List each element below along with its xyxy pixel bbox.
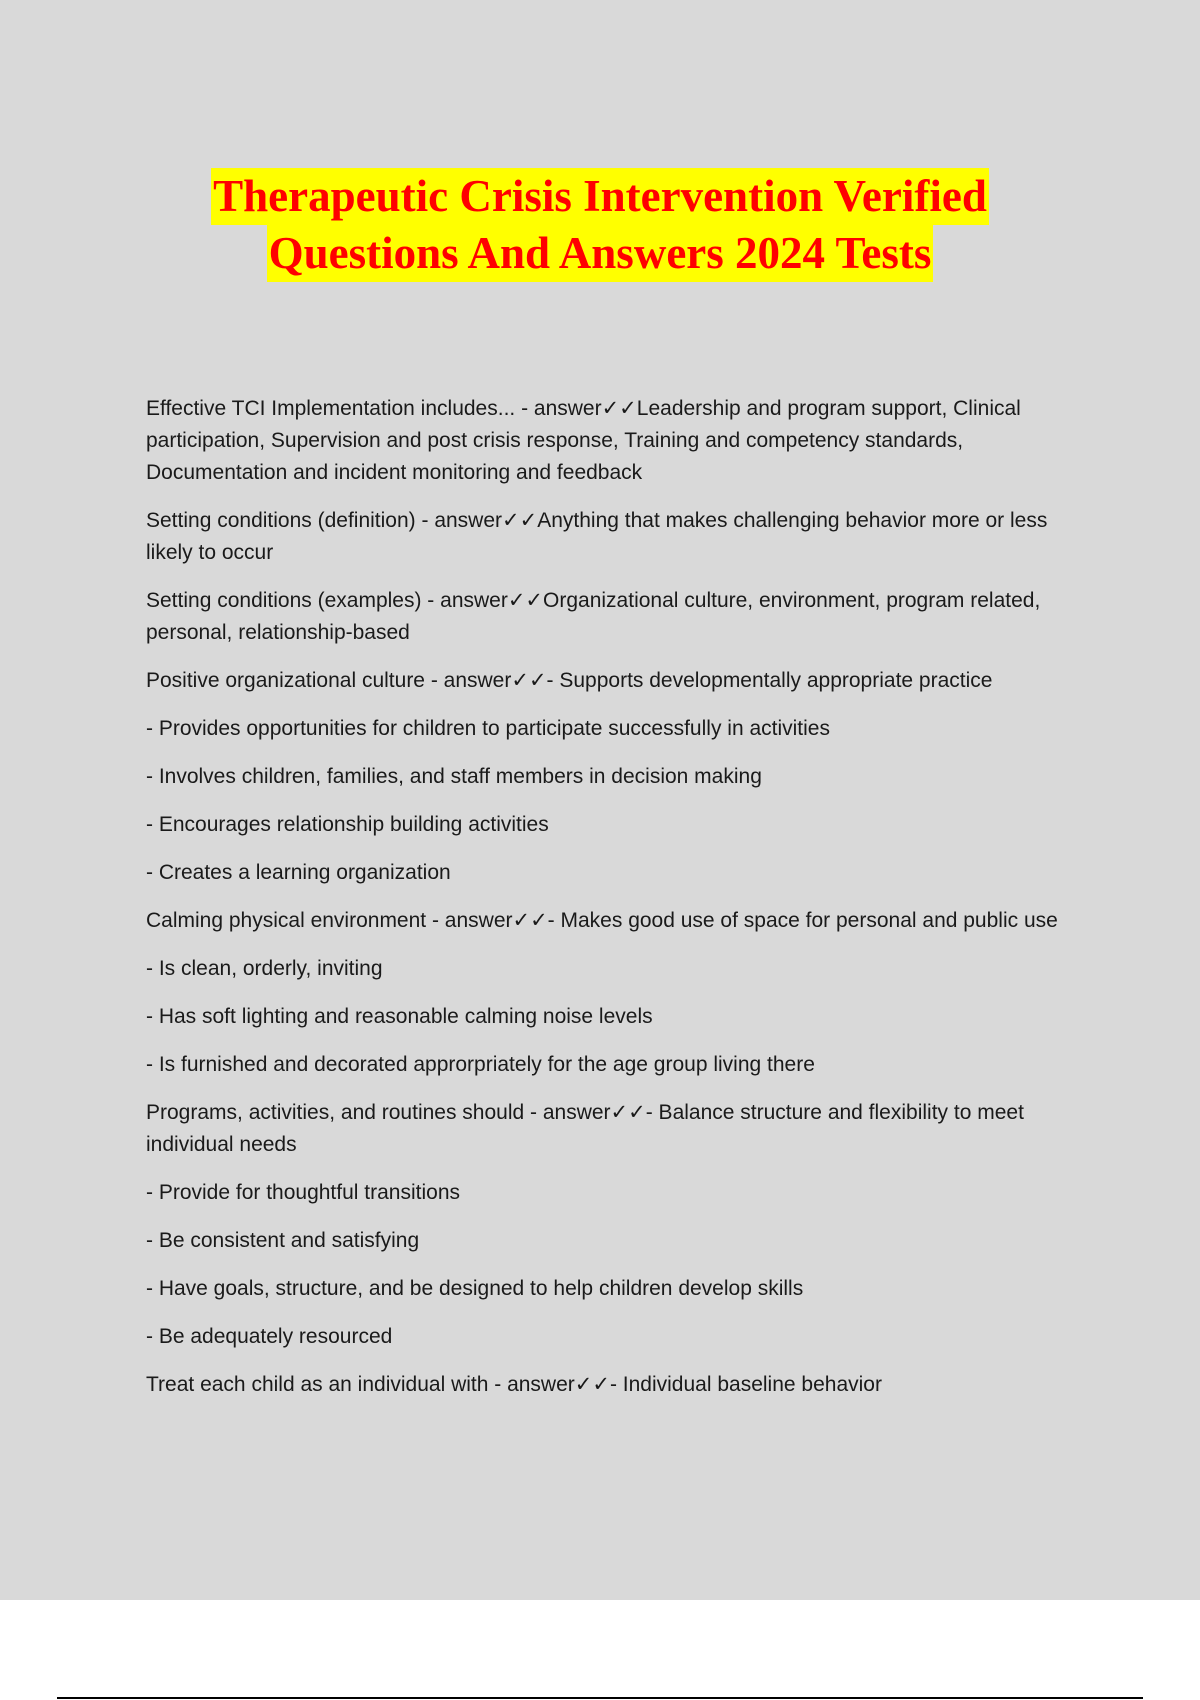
qa-paragraph: Calming physical environment - answer✓✓- Makes good use of space for personal and public use [146, 909, 1058, 932]
answer-bullet: - Have goals, structure, and be designed to help children develop skills [146, 1277, 804, 1300]
qa-paragraph: Setting conditions (definition) - answer✓✓Anything that makes challenging behavior more or less likely to occur [146, 509, 1048, 564]
document-title [0, 168, 1200, 282]
answer-bullet: - Encourages relationship building activities [146, 813, 549, 836]
answer-bullet: - Involves children, families, and staff members in decision making [146, 765, 762, 788]
answer-bullet: - Provide for thoughtful transitions [146, 1181, 460, 1204]
answer-bullet: - Is clean, orderly, inviting [146, 957, 383, 980]
qa-paragraph: Treat each child as an individual with - answer✓✓- Individual baseline behavior [146, 1373, 882, 1396]
document-body [146, 393, 1086, 1417]
qa-paragraph: Positive organizational culture - answer✓✓- Supports developmentally appropriate practice [146, 669, 993, 692]
answer-bullet: - Be adequately resourced [146, 1325, 393, 1348]
qa-paragraph: Programs, activities, and routines should - answer✓✓- Balance structure and flexibility to meet individual needs [146, 1101, 1024, 1156]
title-line-2: Questions And Answers 2024 Tests [267, 225, 934, 282]
answer-bullet: - Has soft lighting and reasonable calming noise levels [146, 1005, 653, 1028]
answer-bullet: - Provides opportunities for children to participate successfully in activities [146, 717, 830, 740]
footer-divider [57, 1697, 1143, 1699]
qa-paragraph: Setting conditions (examples) - answer✓✓Organizational culture, environment, program related, personal, relationship-based [146, 589, 1041, 644]
qa-paragraph: Effective TCI Implementation includes... - answer✓✓Leadership and program support, Clinical participation, Supervision and post crisis response, Training and competency standards, Documentation and incident monitoring and feedback [146, 397, 1021, 484]
title-line-1: Therapeutic Crisis Intervention Verified [211, 168, 989, 225]
answer-bullet: - Is furnished and decorated approrpriately for the age group living there [146, 1053, 815, 1076]
answer-bullet: - Be consistent and satisfying [146, 1229, 420, 1252]
answer-bullet: - Creates a learning organization [146, 861, 451, 884]
